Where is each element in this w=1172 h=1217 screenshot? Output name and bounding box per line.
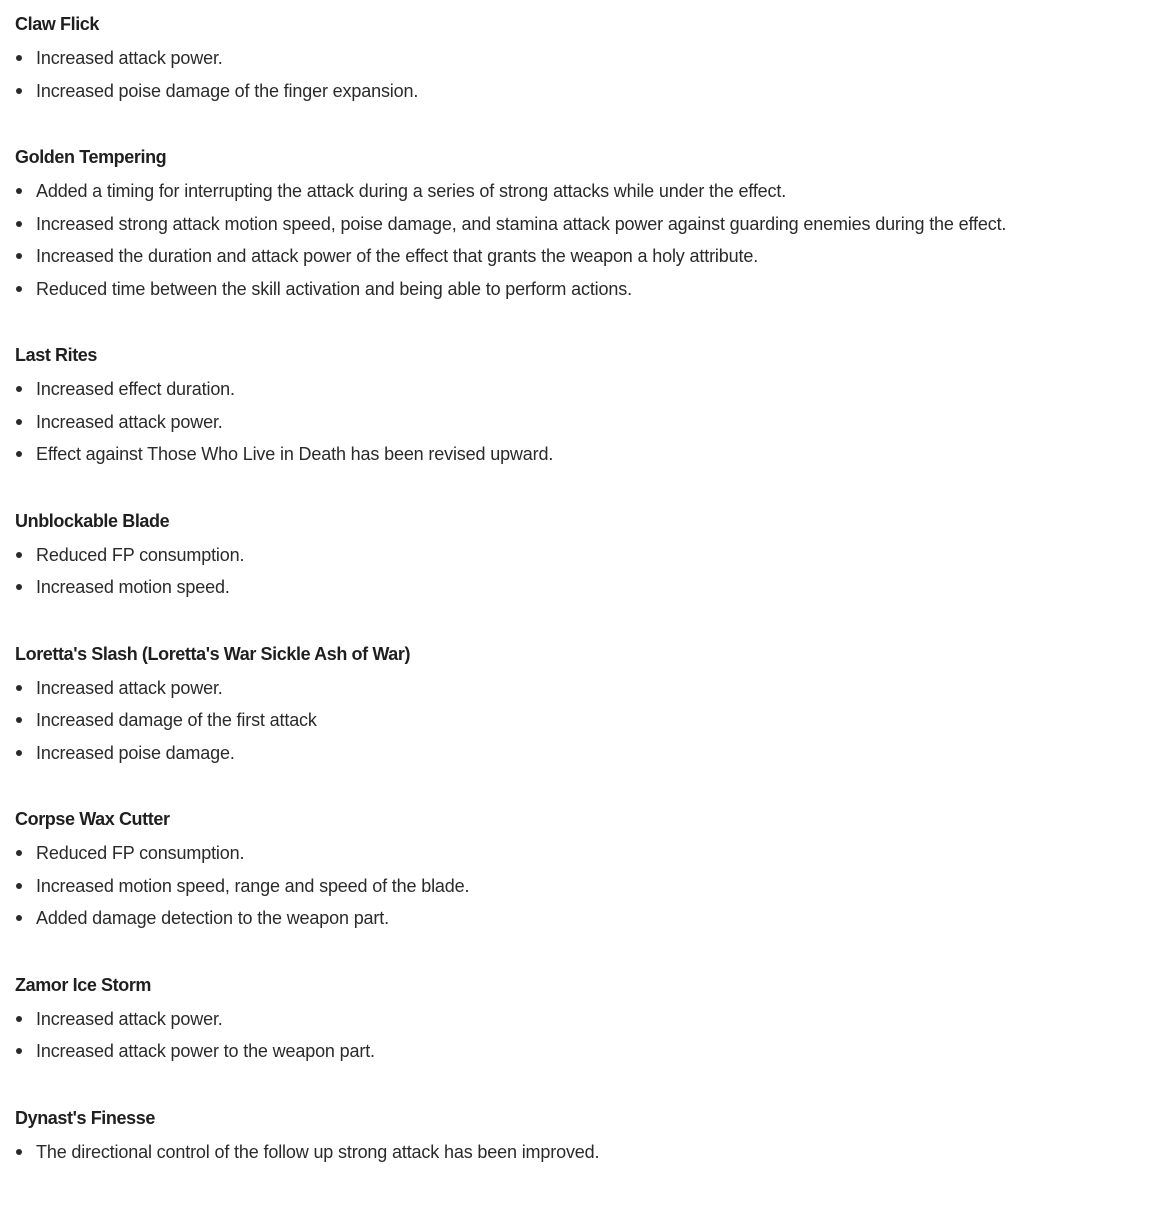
list-item-text: Increased attack power. (36, 677, 223, 698)
bullet-icon (16, 584, 22, 590)
list-item (15, 373, 1172, 406)
section-lorettas-slash (15, 642, 1172, 770)
list-item-text: Increased attack power. (36, 1008, 223, 1029)
section-title: Last Rites (15, 345, 98, 365)
section-corpse-wax-cutter (15, 807, 1172, 935)
list-item (15, 902, 1172, 935)
section-title: Golden Tempering (15, 147, 167, 167)
bullet-icon (16, 915, 22, 921)
bullet-icon (16, 55, 22, 61)
section-last-rites (15, 343, 1172, 471)
list-item (15, 208, 1172, 241)
bullet-icon (16, 253, 22, 259)
list-item (15, 406, 1172, 439)
list-item-text: Reduced FP consumption. (36, 843, 245, 863)
bullet-icon (16, 750, 22, 756)
list-item-text: Increased damage of the first attack (36, 710, 317, 730)
list-item-text: Increased poise damage of the finger expansion. (36, 80, 419, 101)
bullet-icon (16, 386, 22, 392)
list-item-text: The directional control of the follow up strong attack has been improved. (36, 1141, 600, 1162)
bullet-icon (16, 188, 22, 194)
section-title: Dynast's Finesse (15, 1107, 155, 1128)
bullet-icon (16, 552, 22, 558)
bullet-list (15, 1136, 1172, 1169)
bullet-icon (16, 1016, 22, 1022)
bullet-icon (16, 221, 22, 227)
list-item-text: Increased strong attack motion speed, poise damage, and stamina attack power against guarding enemies during the effect. (36, 213, 1007, 234)
list-item-text: Increased poise damage. (36, 742, 235, 763)
list-item-text: Effect against Those Who Live in Death has been revised upward. (36, 444, 554, 464)
bullet-list (15, 672, 1172, 770)
bullet-icon (16, 883, 22, 889)
bullet-list (15, 373, 1172, 471)
list-item-text: Reduced time between the skill activation and being able to perform actions. (36, 278, 632, 299)
list-item (15, 175, 1172, 208)
bullet-list (15, 175, 1172, 305)
section-dynasts-finesse (15, 1106, 1172, 1169)
section-zamor-ice-storm (15, 973, 1172, 1068)
bullet-list (15, 837, 1172, 935)
list-item-text: Increased motion speed. (36, 577, 230, 597)
list-item-text: Increased attack power. (36, 48, 223, 68)
list-item (15, 737, 1172, 770)
list-item (15, 42, 1172, 75)
list-item (15, 539, 1172, 572)
list-item-text: Added a timing for interrupting the attack during a series of strong attacks while under the effect. (36, 181, 787, 201)
list-item (15, 837, 1172, 870)
list-item (15, 571, 1172, 604)
list-item-text: Increased the duration and attack power of the effect that grants the weapon a holy attribute. (36, 246, 759, 266)
list-item (15, 273, 1172, 306)
list-item (15, 870, 1172, 903)
bullet-list (15, 1003, 1172, 1068)
section-title: Unblockable Blade (15, 510, 170, 531)
list-item (15, 1035, 1172, 1068)
section-unblockable-blade (15, 509, 1172, 604)
list-item (15, 1003, 1172, 1036)
section-title: Claw Flick (15, 14, 100, 34)
list-item (15, 75, 1172, 108)
bullet-icon (16, 88, 22, 94)
list-item-text: Reduced FP consumption. (36, 544, 245, 565)
bullet-icon (16, 1149, 22, 1155)
bullet-icon (16, 850, 22, 856)
bullet-icon (16, 685, 22, 691)
list-item (15, 438, 1172, 471)
list-item-text: Increased motion speed, range and speed of the blade. (36, 875, 470, 896)
section-title: Corpse Wax Cutter (15, 809, 170, 829)
list-item (15, 704, 1172, 737)
bullet-icon (16, 286, 22, 292)
list-item-text: Increased effect duration. (36, 379, 235, 399)
bullet-icon (16, 717, 22, 723)
bullet-list (15, 42, 1172, 107)
section-claw-flick (15, 12, 1172, 107)
list-item (15, 1136, 1172, 1169)
section-title: Zamor Ice Storm (15, 974, 152, 995)
list-item-text: Added damage detection to the weapon part. (36, 908, 389, 928)
section-title: Loretta's Slash (Loretta's War Sickle Ash of War) (15, 643, 411, 664)
bullet-icon (16, 451, 22, 457)
section-golden-tempering (15, 145, 1172, 305)
list-item (15, 672, 1172, 705)
bullet-icon (16, 1048, 22, 1054)
bullet-icon (16, 419, 22, 425)
bullet-list (15, 539, 1172, 604)
list-item-text: Increased attack power. (36, 411, 223, 432)
list-item-text: Increased attack power to the weapon part. (36, 1041, 375, 1061)
list-item (15, 240, 1172, 273)
